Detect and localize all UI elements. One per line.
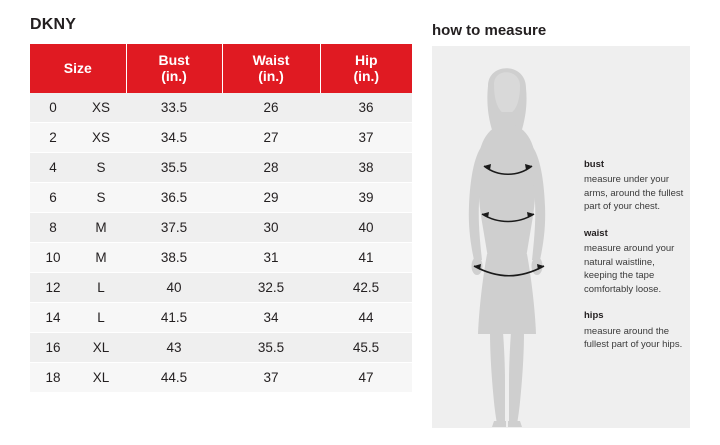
cell-size: 10: [30, 243, 76, 273]
cell-alpha-size: S: [76, 153, 126, 183]
column-header-size: [30, 44, 126, 93]
table-row: [30, 243, 412, 273]
cell-size: 18: [30, 363, 76, 393]
measure-note-bust-text: measure under your arms, around the fullest part of your chest.: [584, 174, 684, 213]
column-header-bust: [126, 44, 222, 93]
table-header: [30, 44, 412, 93]
cell-waist: 37: [222, 363, 320, 393]
table-row: [30, 273, 412, 303]
cell-waist: 31: [222, 243, 320, 273]
measure-note-waist-text: measure around your natural waistline, keeping the tape comfortably loose.: [584, 243, 675, 295]
cell-waist: 27: [222, 123, 320, 153]
cell-alpha-size: L: [76, 303, 126, 333]
cell-bust: 35.5: [126, 153, 222, 183]
column-header-size-label: Size: [63, 60, 92, 77]
cell-hip: 45.5: [320, 333, 412, 363]
cell-bust: 43: [126, 333, 222, 363]
cell-waist: 29: [222, 183, 320, 213]
cell-hip: 39: [320, 183, 412, 213]
cell-waist: 32.5: [222, 273, 320, 303]
how-to-measure-panel: [432, 46, 690, 428]
cell-size: 16: [30, 333, 76, 363]
measure-note-hips-text: measure around the fullest part of your hips.: [584, 325, 683, 351]
column-header-hip: [320, 44, 412, 93]
female-figure-illustration: [432, 46, 582, 428]
brand-title: DKNY: [30, 16, 77, 33]
table-row: [30, 93, 412, 123]
cell-hip: 36: [320, 93, 412, 123]
cell-size: 14: [30, 303, 76, 333]
cell-waist: 26: [222, 93, 320, 123]
column-header-waist: [222, 44, 320, 93]
cell-size: 8: [30, 213, 76, 243]
column-header-waist-label: Waist: [252, 52, 290, 68]
cell-bust: 41.5: [126, 303, 222, 333]
table-row: [30, 213, 412, 243]
cell-bust: 40: [126, 273, 222, 303]
cell-hip: 40: [320, 213, 412, 243]
cell-size: 12: [30, 273, 76, 303]
cell-bust: 33.5: [126, 93, 222, 123]
cell-alpha-size: M: [76, 243, 126, 273]
measure-note-waist-heading: waist: [584, 227, 608, 239]
cell-hip: 44: [320, 303, 412, 333]
table-row: [30, 303, 412, 333]
measure-note-hips: [584, 309, 684, 351]
cell-alpha-size: XS: [76, 93, 126, 123]
cell-waist: 30: [222, 213, 320, 243]
cell-bust: 44.5: [126, 363, 222, 393]
cell-alpha-size: XS: [76, 123, 126, 153]
cell-alpha-size: L: [76, 273, 126, 303]
cell-bust: 36.5: [126, 183, 222, 213]
measure-note-hips-heading: hips: [584, 310, 604, 322]
cell-waist: 28: [222, 153, 320, 183]
cell-size: 0: [30, 93, 76, 123]
table-row: [30, 363, 412, 393]
cell-alpha-size: XL: [76, 333, 126, 363]
cell-bust: 34.5: [126, 123, 222, 153]
table-row: [30, 123, 412, 153]
column-header-waist-unit: (in.): [258, 68, 284, 85]
column-header-hip-label: Hip: [354, 52, 378, 68]
size-chart-table: [30, 44, 412, 393]
table-row: [30, 333, 412, 363]
measure-note-waist: [584, 227, 684, 296]
cell-hip: 47: [320, 363, 412, 393]
cell-hip: 37: [320, 123, 412, 153]
cell-hip: 41: [320, 243, 412, 273]
cell-size: 6: [30, 183, 76, 213]
how-to-measure-title: how to measure: [432, 22, 547, 39]
measure-note-bust-heading: bust: [584, 159, 605, 170]
cell-hip: 38: [320, 153, 412, 183]
cell-size: 4: [30, 153, 76, 183]
cell-bust: 38.5: [126, 243, 222, 273]
cell-waist: 35.5: [222, 333, 320, 363]
cell-alpha-size: XL: [76, 363, 126, 393]
table-body: [30, 93, 412, 393]
cell-hip: 42.5: [320, 273, 412, 303]
cell-alpha-size: S: [76, 183, 126, 213]
cell-size: 2: [30, 123, 76, 153]
cell-waist: 34: [222, 303, 320, 333]
measure-instructions: [584, 158, 684, 365]
column-header-hip-unit: (in.): [353, 68, 380, 85]
column-header-bust-unit: (in.): [161, 68, 187, 85]
cell-bust: 37.5: [126, 213, 222, 243]
cell-alpha-size: M: [76, 213, 126, 243]
table-row: [30, 183, 412, 213]
column-header-bust-label: Bust: [158, 52, 190, 68]
table-row: [30, 153, 412, 183]
measure-note-bust: [584, 158, 684, 214]
table-header-row: [30, 44, 412, 93]
